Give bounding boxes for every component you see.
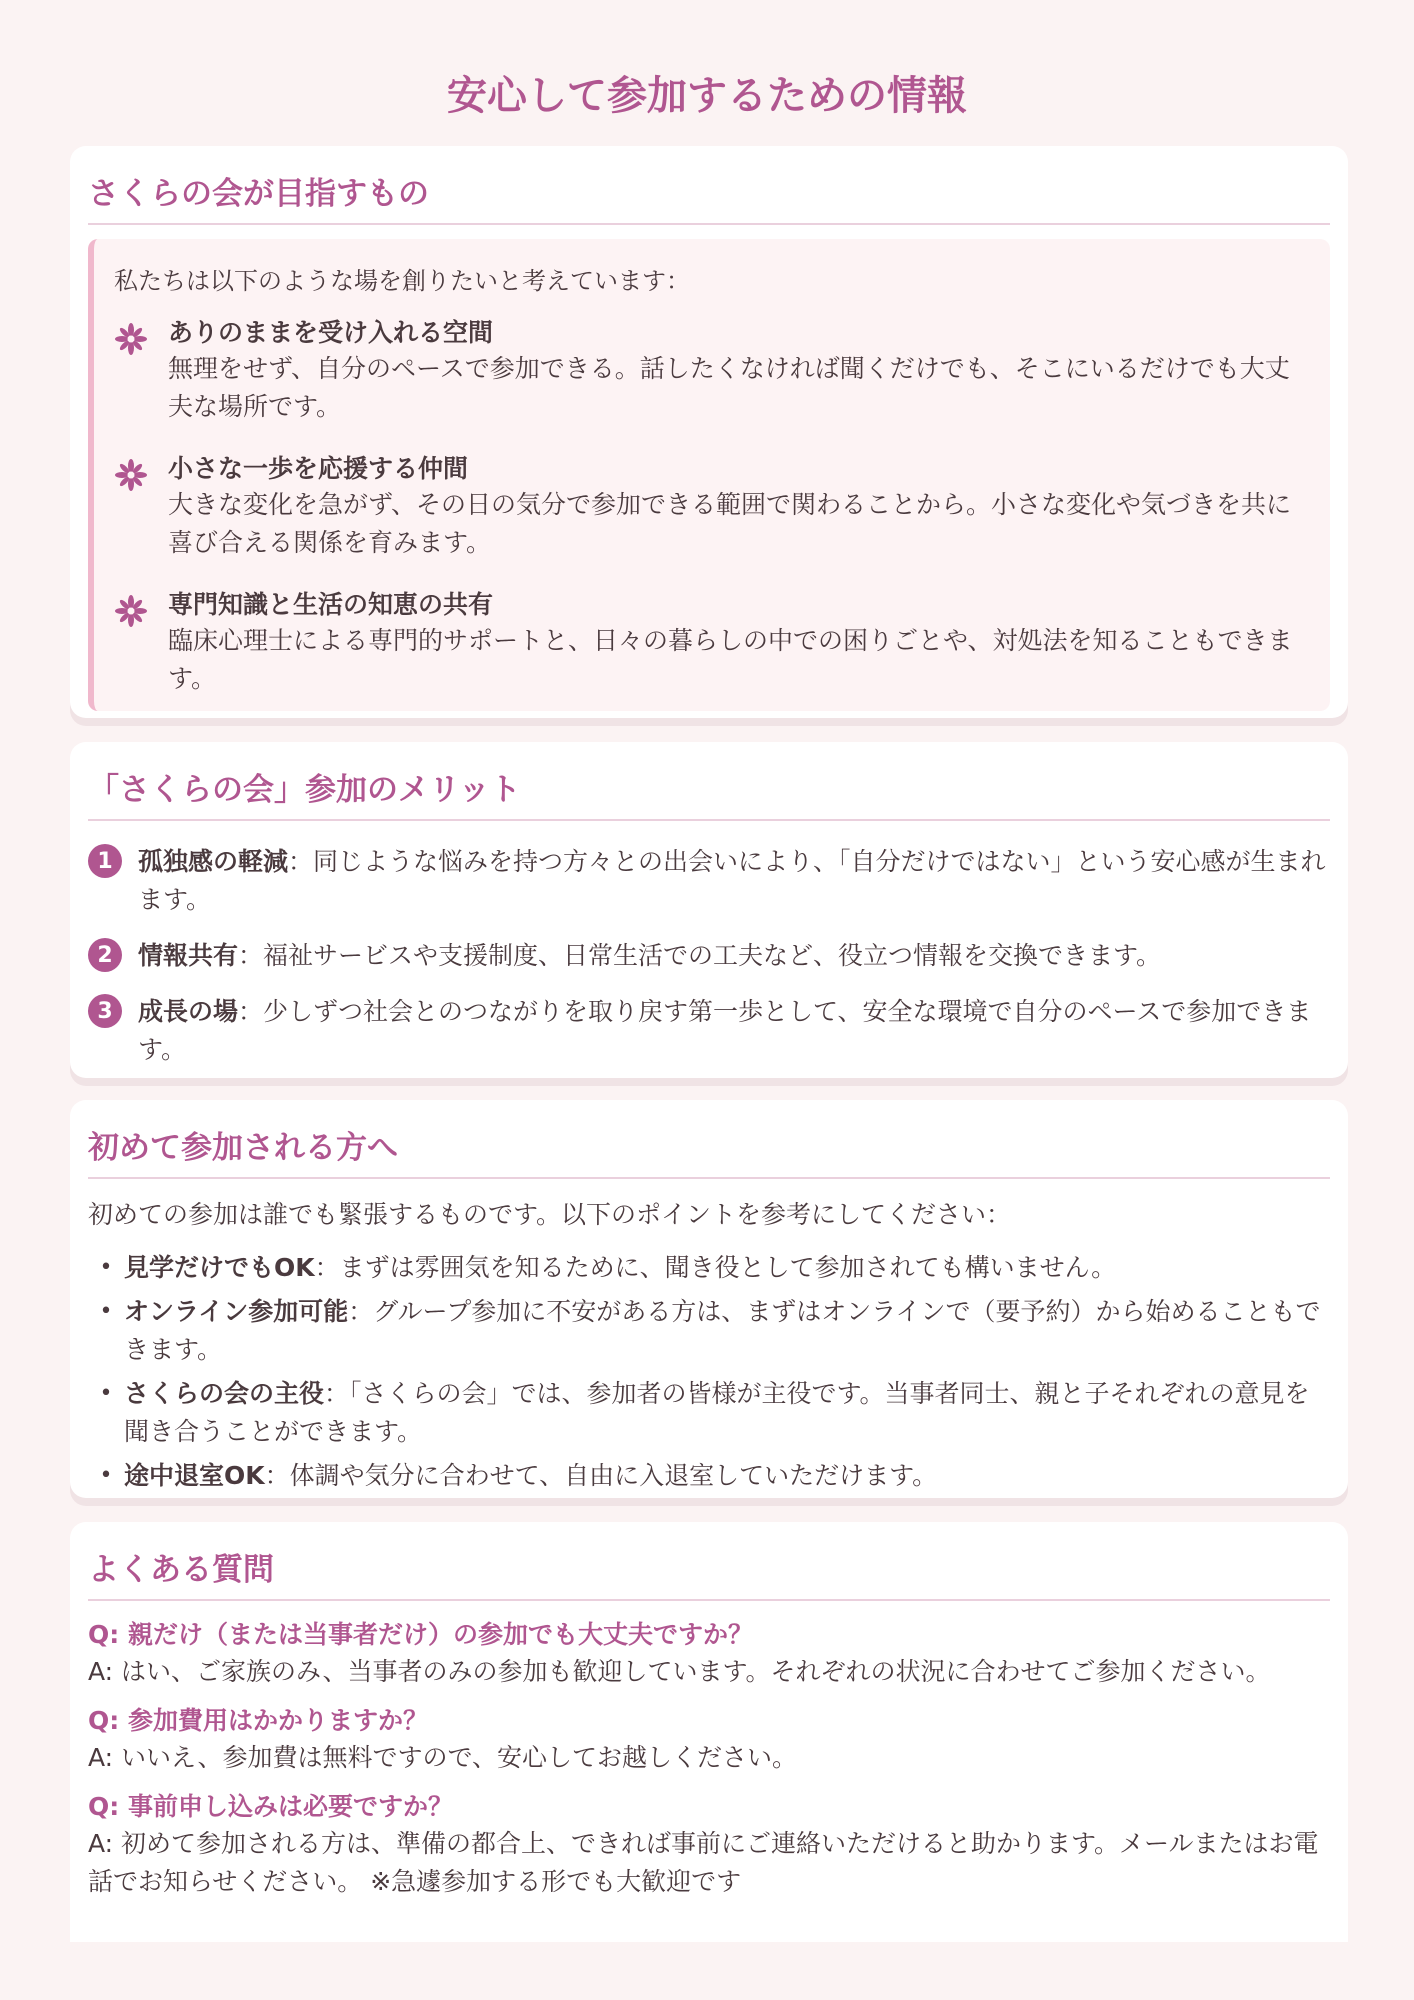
faq-question: Q: 参加費用はかかりますか？ bbox=[88, 1706, 428, 1735]
goal-item bbox=[114, 588, 1306, 698]
faq-answer: A: はい、ご家族のみ、当事者のみの参加も歓迎しています。それぞれの状況に合わせてご参加ください。 bbox=[88, 1657, 1271, 1686]
bullet-icon: • bbox=[99, 1463, 113, 1488]
goals-intro: 私たちは以下のような場を創りたいと考えています： bbox=[114, 267, 690, 295]
goal-item bbox=[114, 316, 1306, 426]
merits-heading: 「さくらの会」参加のメリット bbox=[88, 760, 1330, 821]
merits-card bbox=[70, 742, 1348, 1078]
merit-text: ：同じような悩みを持つ方々との出会いにより、「自分だけではない」という安心感が生まれます。 bbox=[138, 847, 1326, 914]
point-label: 途中退室OK bbox=[124, 1461, 265, 1490]
list-item bbox=[88, 1249, 1330, 1287]
faq-item bbox=[88, 1617, 1330, 1691]
number-badge: 1 bbox=[88, 844, 122, 878]
flower-icon bbox=[114, 588, 168, 698]
merit-label: 成長の場 bbox=[138, 997, 239, 1026]
merit-label: 情報共有 bbox=[138, 941, 239, 970]
number-badge: 2 bbox=[88, 938, 122, 972]
faq-question: Q: 親だけ（または当事者だけ）の参加でも大丈夫ですか？ bbox=[88, 1620, 753, 1649]
page-title: 安心して参加するための情報 bbox=[447, 73, 967, 119]
point-text: ：グループ参加に不安がある方は、まずはオンラインで（要予約）から始めることもできます。 bbox=[124, 1297, 1321, 1364]
point-label: オンライン参加可能 bbox=[124, 1297, 349, 1326]
point-label: さくらの会の主役 bbox=[124, 1379, 325, 1408]
faq-list bbox=[88, 1617, 1330, 1901]
list-item bbox=[88, 1375, 1330, 1451]
goal-title: 小さな一歩を応援する仲間 bbox=[168, 454, 469, 483]
first-time-list bbox=[88, 1249, 1330, 1495]
goal-desc: 大きな変化を急がず、その日の気分で参加できる範囲で関わることから。小さな変化や気づきを共に喜び合える関係を育みます。 bbox=[168, 490, 1292, 557]
point-text: ：体調や気分に合わせて、自由に入退室していただけます。 bbox=[264, 1461, 938, 1490]
first-time-intro: 初めての参加は誰でも緊張するものです。以下のポイントを参考にしてください： bbox=[88, 1200, 1012, 1229]
merit-item bbox=[88, 993, 1330, 1069]
goal-desc: 無理をせず、自分のペースで参加できる。話したくなければ聞くだけでも、そこにいるだけでも大丈夫な場所です。 bbox=[168, 354, 1290, 421]
faq-answer: A: 初めて参加される方は、準備の都合上、できれば事前にご連絡いただけると助かります。メールまたはお電話でお知らせください。 ※急遽参加する形でも大歓迎です bbox=[88, 1829, 1319, 1896]
merits-list bbox=[88, 843, 1330, 1069]
bullet-icon: • bbox=[99, 1299, 113, 1324]
merit-text: ：少しずつ社会とのつながりを取り戻す第一歩として、安全な環境で自分のペースで参加できます。 bbox=[138, 997, 1312, 1064]
first-time-heading: 初めて参加される方へ bbox=[88, 1118, 1330, 1179]
faq-card bbox=[70, 1522, 1348, 1942]
flower-icon bbox=[114, 316, 168, 426]
point-text: ：まずは雰囲気を知るために、聞き役として参加されても構いません。 bbox=[314, 1253, 1117, 1282]
faq-item bbox=[88, 1703, 1330, 1777]
goal-title: ありのままを受け入れる空間 bbox=[168, 318, 494, 347]
faq-answer: A: いいえ、参加費は無料ですので、安心してお越しください。 bbox=[88, 1743, 798, 1772]
point-text: ：「さくらの会」では、参加者の皆様が主役です。当事者同士、親と子それぞれの意見を聞き合うことができます。 bbox=[124, 1379, 1310, 1446]
goals-heading: さくらの会が目指すもの bbox=[88, 164, 1330, 225]
point-label: 見学だけでもOK bbox=[124, 1253, 315, 1282]
bullet-icon: • bbox=[99, 1255, 113, 1280]
merit-item bbox=[88, 937, 1330, 975]
merit-text: ：福祉サービスや支援制度、日常生活での工夫など、役立つ情報を交換できます。 bbox=[238, 941, 1162, 970]
goal-item bbox=[114, 452, 1306, 562]
merit-label: 孤独感の軽減 bbox=[138, 847, 289, 876]
faq-item bbox=[88, 1789, 1330, 1901]
first-time-card bbox=[70, 1100, 1348, 1498]
flower-icon bbox=[114, 452, 168, 562]
list-item bbox=[88, 1457, 1330, 1495]
faq-question: Q: 事前申し込みは必要ですか？ bbox=[88, 1792, 453, 1821]
bullet-icon: • bbox=[99, 1381, 113, 1406]
goal-title: 専門知識と生活の知恵の共有 bbox=[168, 590, 494, 619]
goal-desc: 臨床心理士による専門的サポートと、日々の暮らしの中での困りごとや、対処法を知ることもできます。 bbox=[168, 626, 1293, 693]
goals-box bbox=[88, 239, 1330, 711]
number-badge: 3 bbox=[88, 994, 122, 1028]
merit-item bbox=[88, 843, 1330, 919]
faq-heading: よくある質問 bbox=[88, 1540, 1330, 1601]
list-item bbox=[88, 1293, 1330, 1369]
goals-card bbox=[70, 146, 1348, 718]
